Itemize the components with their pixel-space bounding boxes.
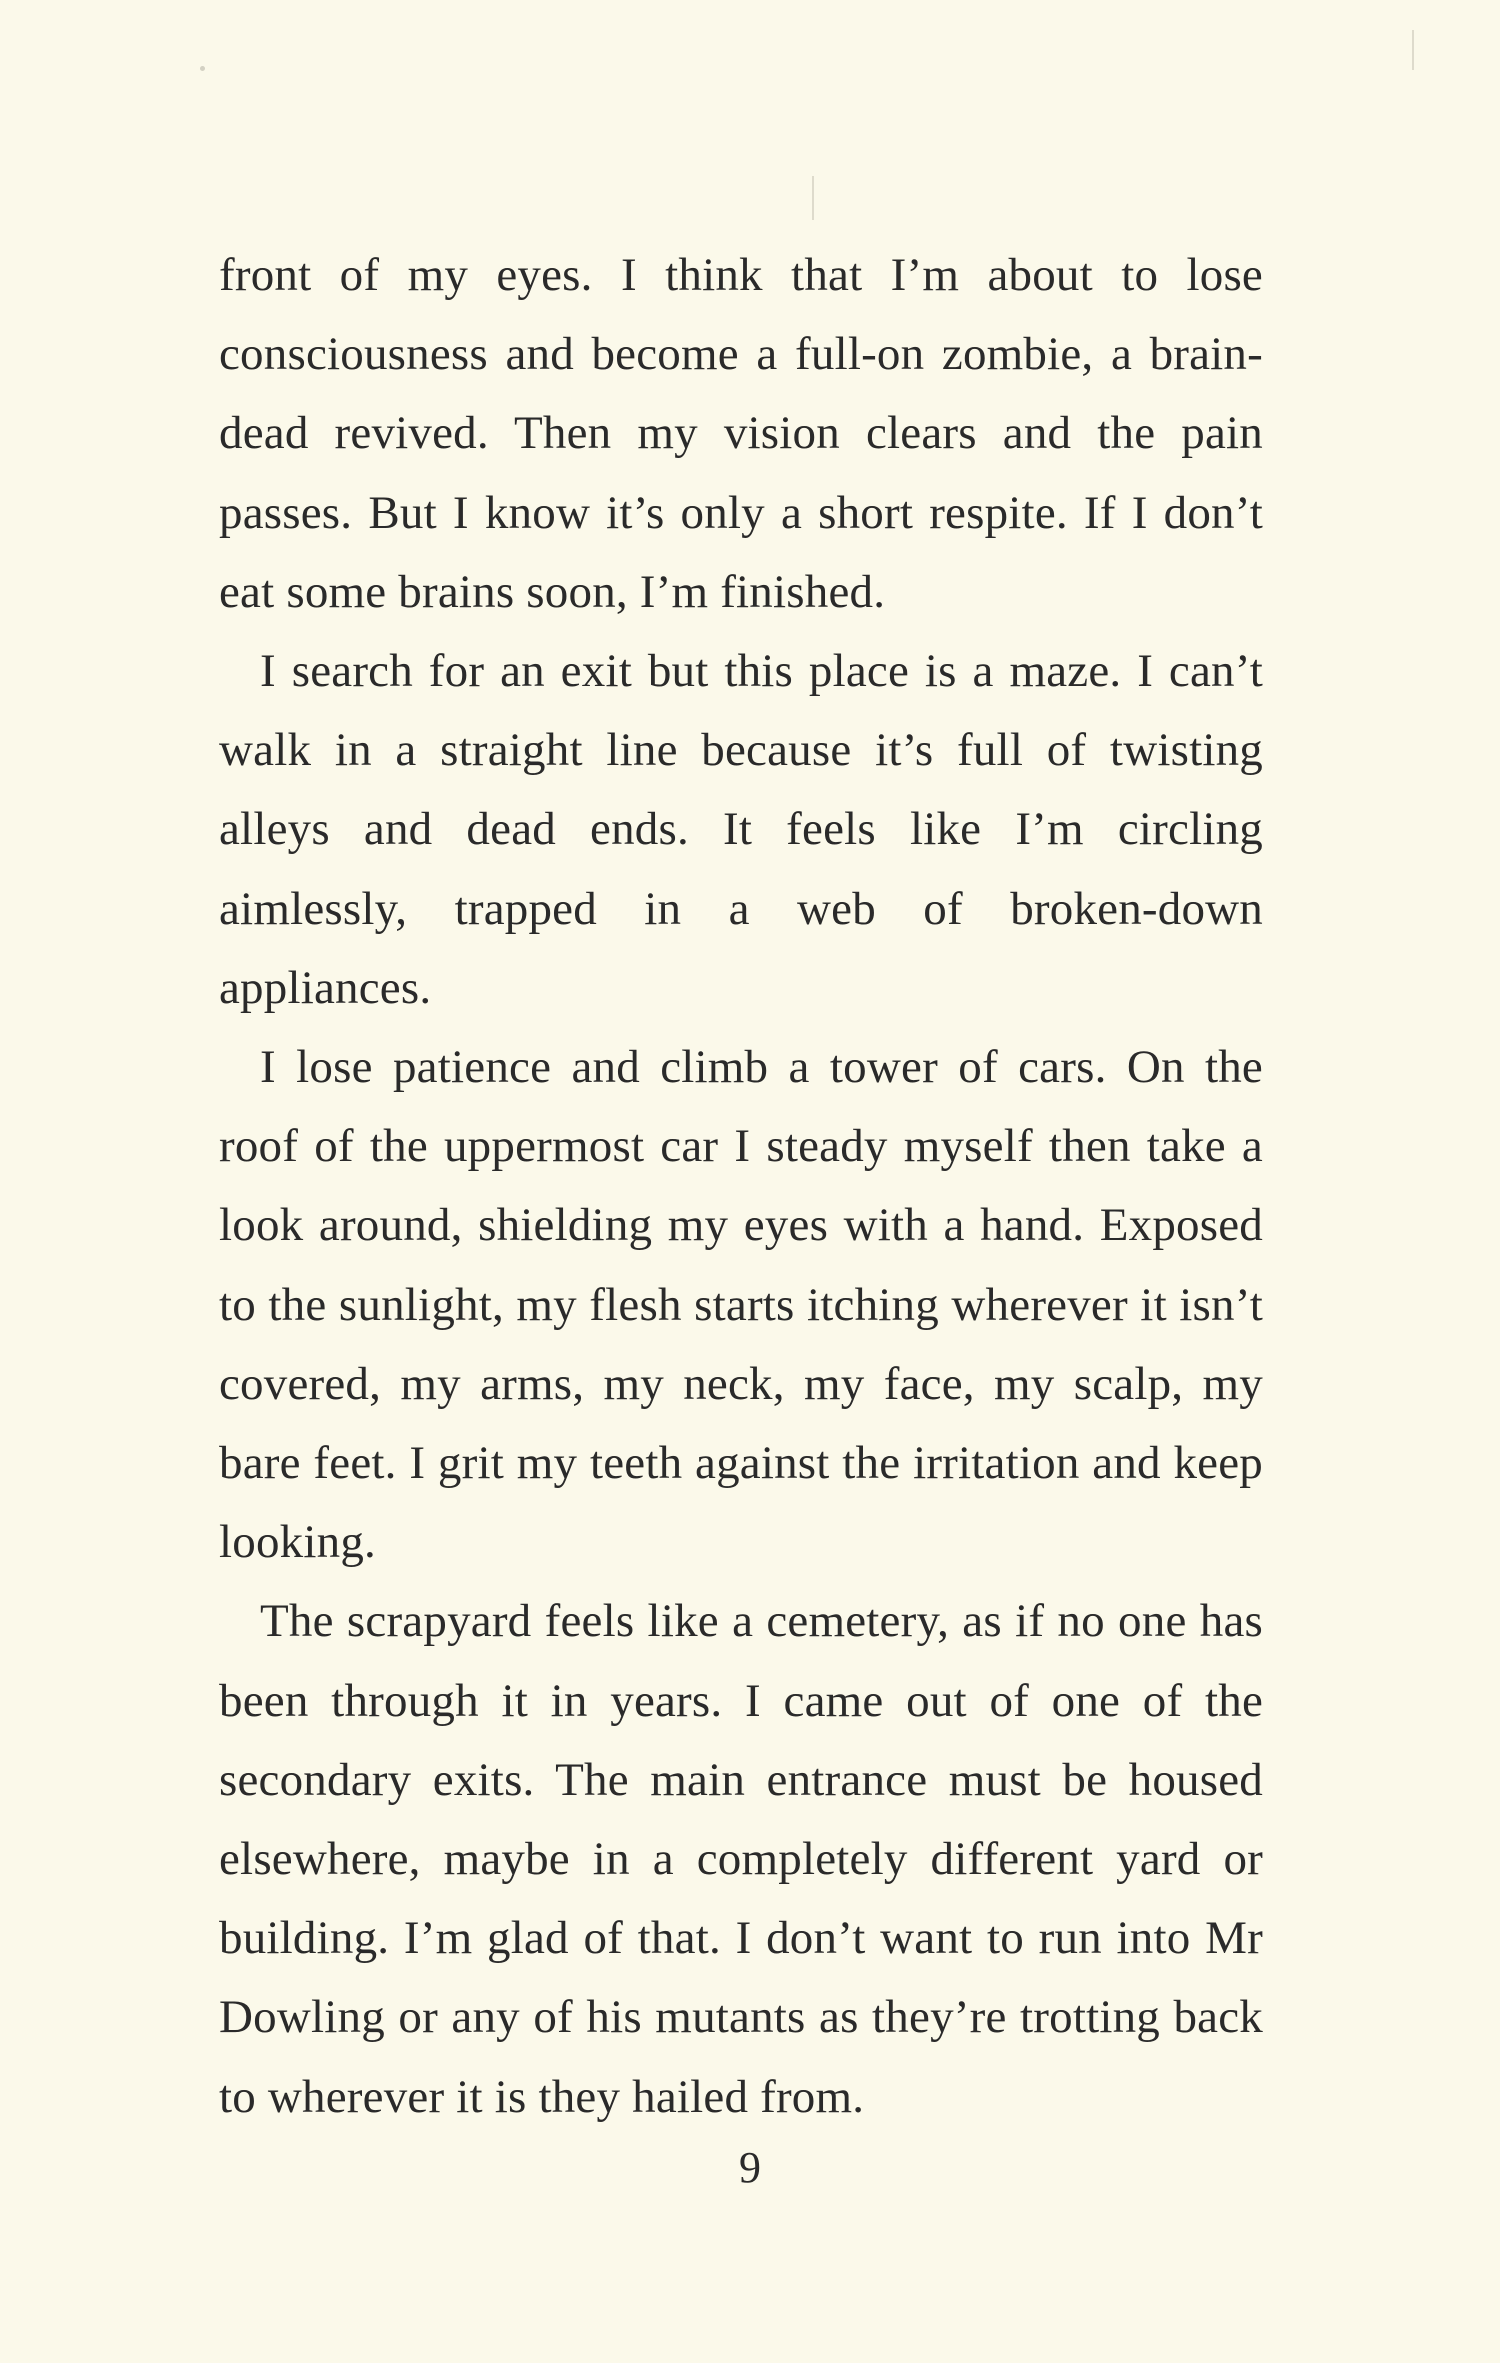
paragraph: The scrapyard feels like a cemetery, as if no one has been through it in years. I came out of one of the secondary exits. The main entrance must be housed elsewhere, maybe in a completely different yard or building. I’m glad of that. I don’t want to run into Mr Dowling or any of his mutants as they’re trotting back to wherever it is they hailed from. [219,1595,1263,2123]
body-text [219,236,1263,2137]
scan-scratch [812,176,814,220]
paragraph: I search for an exit but this place is a maze. I can’t walk in a straight line because it’s full of twisting alleys and dead ends. It feels like I’m circling aimlessly, trapped in a web of broken-down appliances. [219,645,1263,1014]
scan-speck [200,66,205,71]
paragraph: front of my eyes. I think that I’m about to lose consciousness and become a full-on zombie, a brain-dead revived. Then my vision clears and the pain passes. But I know it’s only a short respite. If I don’t eat some brains soon, I’m finished. [219,249,1263,618]
paragraph: I lose patience and climb a tower of cars. On the roof of the uppermost car I steady myself then take a look around, shielding my eyes with a hand. Exposed to the sunlight, my flesh starts itching wherever it isn’t covered, my arms, my neck, my face, my scalp, my bare feet. I grit my teeth against the irritation and keep looking. [219,1041,1263,1569]
page-number: 9 [739,2143,761,2192]
scan-scratch [1412,30,1414,70]
